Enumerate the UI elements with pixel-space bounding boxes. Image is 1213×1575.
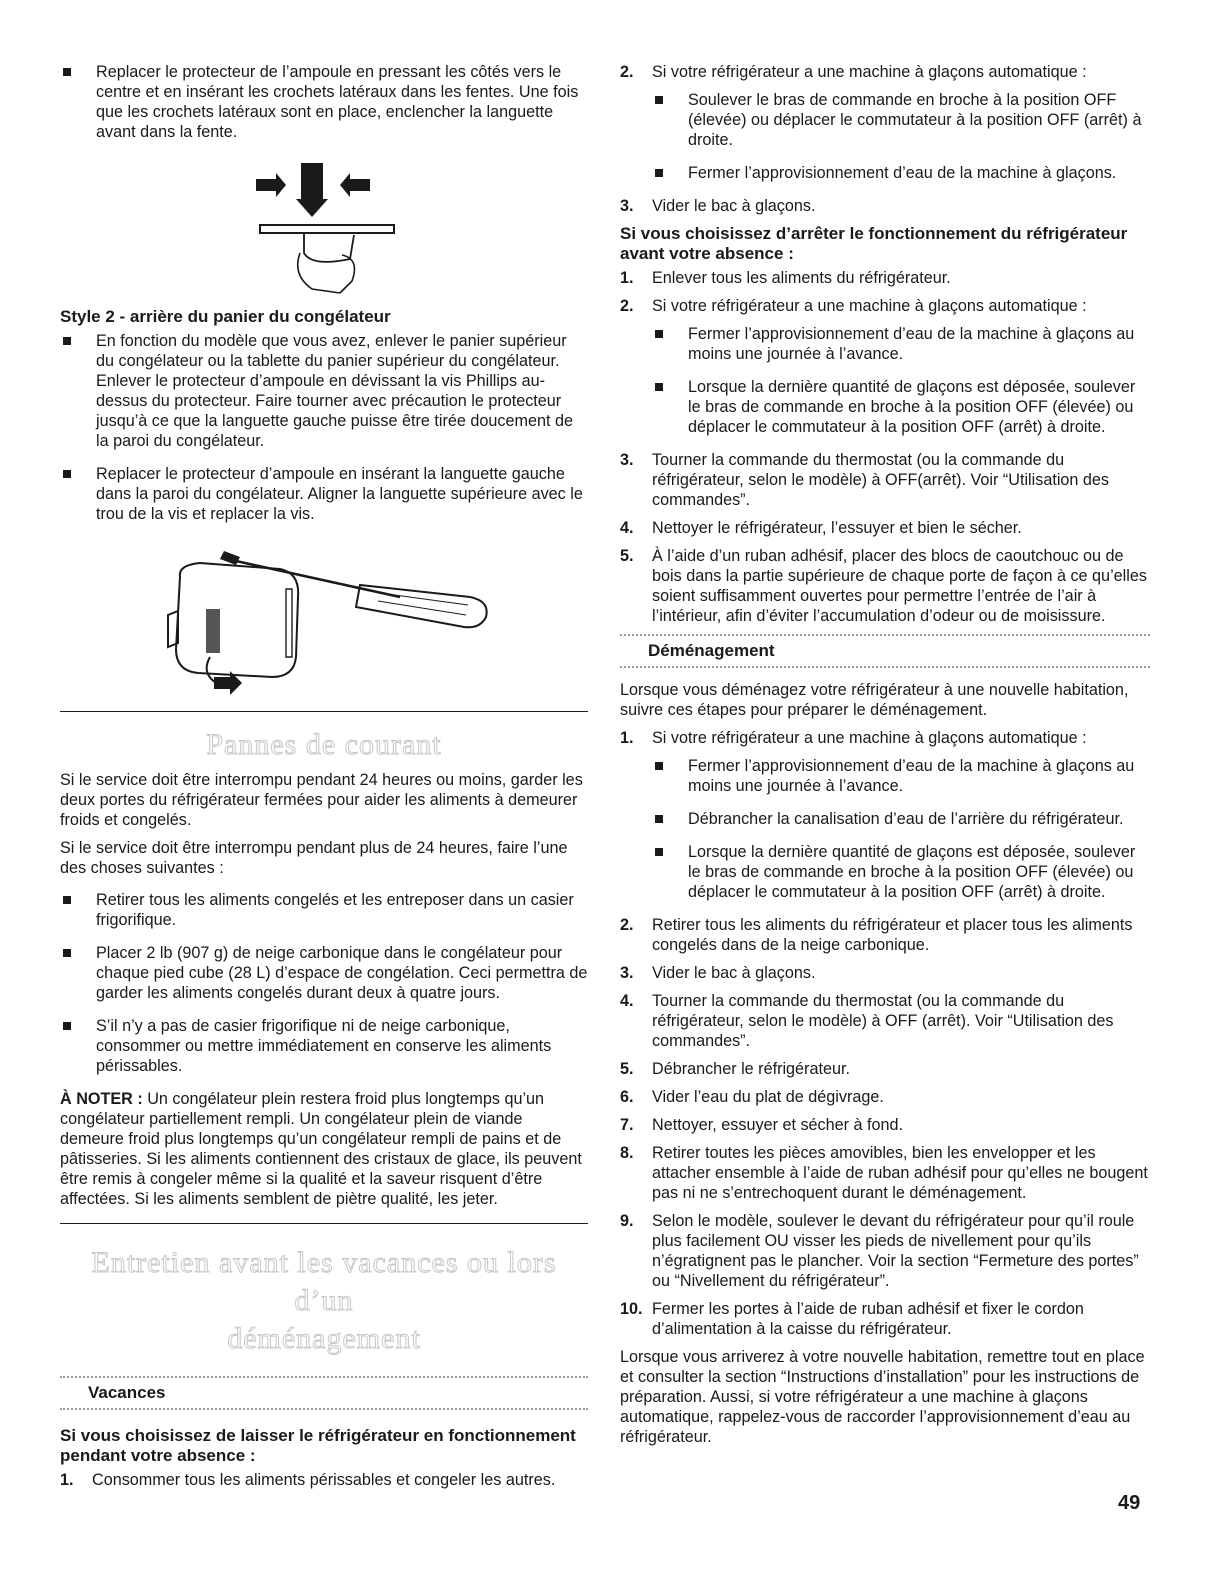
bulb-cover-clip-illustration xyxy=(60,155,588,295)
right-column xyxy=(620,62,1150,1455)
care-title: Entretien avant les vacances ou lors d’un déménagement xyxy=(91,1246,557,1355)
list-item: Lorsque la dernière quantité de glaçons est déposée, soulever le bras de commande en broche à la position OFF (élevée) ou déplacer le commutateur à la position OFF (arrêt) à droite. xyxy=(652,377,1150,437)
numbered-step: 5. À l’aide d’un ruban adhésif, placer des blocs de caoutchouc ou de bois dans la partie supérieure de chaque porte de façon à ce qu’elles soient suffisamment ouvertes pour permettre l’entrée de l’air à l’intérieur, afin d’éviter l’accumulation d’odeur ou de moisissure. xyxy=(620,547,1147,625)
vacances-heading: Vacances xyxy=(88,1383,166,1402)
numbered-step: 2. Retirer tous les aliments du réfrigérateur et placer tous les aliments congelés dans de la neige carbonique. xyxy=(620,916,1133,954)
list-item: Fermer l’approvisionnement d’eau de la machine à glaçons. xyxy=(652,163,1150,183)
section-rule xyxy=(60,1223,588,1224)
moving-heading: Déménagement xyxy=(648,641,775,660)
numbered-step: 8. Retirer toutes les pièces amovibles, bien les envelopper et les attacher ensemble à l’aide de ruban adhésif pour qu’elles ne bougent pas ni ne s’entrechoquent durant le déménagement. xyxy=(620,1144,1148,1202)
style2-heading: Style 2 - arrière du panier du congélateur xyxy=(60,307,391,326)
list-item: Fermer l’approvisionnement d’eau de la machine à glaçons au moins une journée à l’avance. xyxy=(652,324,1150,364)
numbered-step: 7. Nettoyer, essuyer et sécher à fond. xyxy=(620,1116,904,1134)
list-item: Soulever le bras de commande en broche à la position OFF (élevée) ou déplacer le commutateur à la position OFF (arrêt) à droite. xyxy=(652,90,1150,150)
numbered-step: 3. Tourner la commande du thermostat (ou la commande du réfrigérateur, selon le modèle) à OFF(arrêt). Voir “Utilisation des commandes”. xyxy=(620,451,1110,509)
numbered-step: 2. Si votre réfrigérateur a une machine à glaçons automatique : xyxy=(620,297,1087,315)
page-number: 49 xyxy=(1118,1492,1141,1514)
outage-title: Pannes de courant xyxy=(206,728,442,761)
numbered-step: 4. Nettoyer le réfrigérateur, l’essuyer et bien le sécher. xyxy=(620,519,1022,537)
dotted-rule xyxy=(60,1376,588,1378)
numbered-step: 4. Tourner la commande du thermostat (ou la commande du réfrigérateur, selon le modèle) à OFF (arrêt). Voir “Utilisation des commandes”. xyxy=(620,992,1114,1050)
list-item: En fonction du modèle que vous avez, enlever le panier supérieur du congélateur ou la tablette du panier supérieur du congélateur. Enlever le protecteur d’ampoule en dévissant la vis Phillips au-dessus du protecteur. Faire tourner avec précaution le protecteur jusqu’à ce que la languette gauche puisse être tirée doucement de la paroi du congélateur. xyxy=(60,331,588,451)
dotted-rule xyxy=(60,1408,588,1410)
numbered-step: 5. Débrancher le réfrigérateur. xyxy=(620,1060,850,1078)
paragraph: Si le service doit être interrompu pendant 24 heures ou moins, garder les deux portes du réfrigérateur fermées pour aider les aliments à demeurer froids et congelés. xyxy=(60,771,583,829)
numbered-step: 6. Vider l’eau du plat de dégivrage. xyxy=(620,1088,884,1106)
dotted-rule xyxy=(620,634,1150,636)
numbered-step: 1. Si votre réfrigérateur a une machine à glaçons automatique : xyxy=(620,729,1087,747)
numbered-step: 1. Enlever tous les aliments du réfrigérateur. xyxy=(620,269,951,287)
list-item-text: Replacer le protecteur de l’ampoule en pressant les côtés vers le centre et en insérant les crochets latéraux dans les fentes. Une fois que les crochets latéraux sont en place, enclencher la languette avant dans la fente. xyxy=(96,63,579,141)
paragraph: Lorsque vous arriverez à votre nouvelle habitation, remettre tout en place et consulter la section “Instructions d’installation” pour les instructions de préparation. Aussi, si votre réfrigérateur a une machine à glaçons automatique, rappelez-vous de raccorder l’approvisionnement d’eau au réfrigérateur. xyxy=(620,1348,1145,1446)
list-item: Lorsque la dernière quantité de glaçons est déposée, soulever le bras de commande en broche à la position OFF (élevée) ou déplacer le commutateur à la position OFF (arrêt) à droite. xyxy=(652,842,1150,902)
dotted-rule xyxy=(620,666,1150,668)
note-paragraph: À NOTER : Un congélateur plein restera froid plus longtemps qu’un congélateur partiellement rempli. Un congélateur plein de viande demeure froid plus longtemps qu’un congélateur rempli de pains et de pâtisseries. Si les aliments contiennent des cristaux de glace, ils peuvent être remis à congeler même si la qualité et la saveur risquent d’être affectées. Si les aliments semblent de piètre qualité, les jeter. xyxy=(60,1090,582,1208)
list-item: Replacer le protecteur d’ampoule en insérant la languette gauche dans la paroi du congélateur. Aligner la languette supérieure avec le trou de la vis et replacer la vis. xyxy=(60,464,588,524)
note-label: À NOTER : xyxy=(60,1090,143,1108)
section-rule xyxy=(60,711,588,712)
numbered-step: 10. Fermer les portes à l’aide de ruban adhésif et fixer le cordon d’alimentation à la caisse du réfrigérateur. xyxy=(620,1300,1084,1338)
list-item: S’il n’y a pas de casier frigorifique ni de neige carbonique, consommer ou mettre immédiatement en conserve les aliments périssables. xyxy=(60,1016,588,1076)
paragraph: Si le service doit être interrompu pendant plus de 24 heures, faire l’une des choses suivantes : xyxy=(60,839,568,877)
numbered-step: 9. Selon le modèle, soulever le devant du réfrigérateur pour qu’il roule plus facilement OU visser les pieds de nivellement pour qu’ils n’égratignent pas le plancher. Voir la section “Fermeture des portes” ou “Nivellement du réfrigérateur”. xyxy=(620,1212,1139,1290)
left-column xyxy=(60,62,588,1498)
list-item: Débrancher la canalisation d’eau de l’arrière du réfrigérateur. xyxy=(652,809,1150,829)
numbered-step: 1. Consommer tous les aliments périssables et congeler les autres. xyxy=(60,1471,556,1489)
numbered-step: 2. Si votre réfrigérateur a une machine à glaçons automatique : xyxy=(620,63,1087,81)
screwdriver-light-shield-illustration xyxy=(60,537,588,697)
keep-on-heading: Si vous choisissez de laisser le réfrigérateur en fonctionnement pendant votre absence : xyxy=(60,1426,576,1465)
list-item: Placer 2 lb (907 g) de neige carbonique dans le congélateur pour chaque pied cube (28 L) d’espace de congélation. Ceci permettra de garder les aliments congelés durant deux à quatre jours. xyxy=(60,943,588,1003)
paragraph: Lorsque vous déménagez votre réfrigérateur à une nouvelle habitation, suivre ces étapes pour préparer le déménagement. xyxy=(620,681,1129,719)
list-item: Retirer tous les aliments congelés et les entreposer dans un casier frigorifique. xyxy=(60,890,588,930)
list-item: Fermer l’approvisionnement d’eau de la machine à glaçons au moins une journée à l’avance. xyxy=(652,756,1150,796)
stop-heading: Si vous choisissez d’arrêter le fonctionnement du réfrigérateur avant votre absence : xyxy=(620,224,1128,263)
numbered-step: 3. Vider le bac à glaçons. xyxy=(620,197,816,215)
list-item xyxy=(60,62,588,142)
numbered-step: 3. Vider le bac à glaçons. xyxy=(620,964,816,982)
